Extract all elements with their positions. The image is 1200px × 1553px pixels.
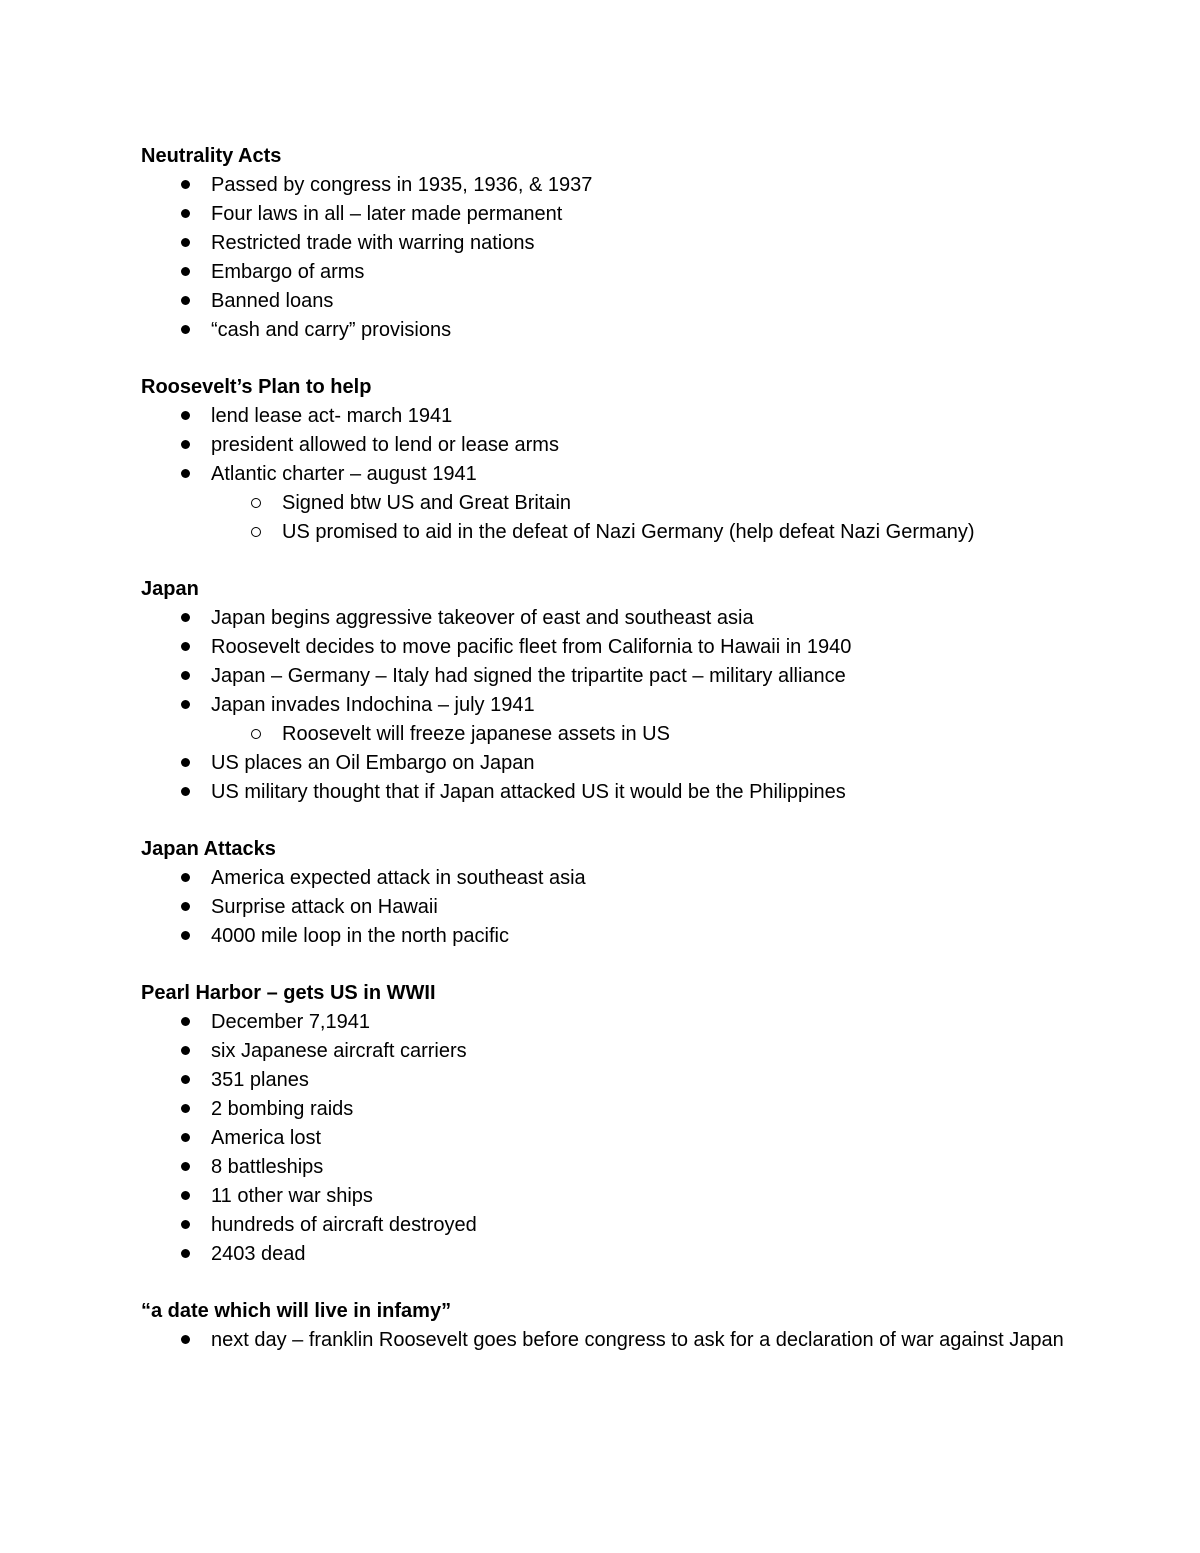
list-item: Atlantic charter – august 1941 (141, 460, 1081, 489)
bullet-icon (175, 171, 195, 200)
bullet-icon (175, 200, 195, 229)
list-item: Embargo of arms (141, 258, 1081, 287)
list-item: 4000 mile loop in the north pacific (141, 922, 1081, 951)
sub-list-item: US promised to aid in the defeat of Nazi Germany (help defeat Nazi Germany) (141, 518, 1081, 547)
list-item: 2403 dead (141, 1240, 1081, 1269)
list-item: president allowed to lend or lease arms (141, 431, 1081, 460)
bullet-icon (175, 258, 195, 287)
bullet-icon (175, 922, 195, 951)
list-item: Passed by congress in 1935, 1936, & 1937 (141, 171, 1081, 200)
list-item: Banned loans (141, 287, 1081, 316)
bullet-icon (175, 402, 195, 431)
list-item: “cash and carry” provisions (141, 316, 1081, 345)
document-page (141, 142, 1081, 1383)
bullet-icon (175, 1153, 195, 1182)
sub-list-item: Roosevelt will freeze japanese assets in US (141, 720, 1081, 749)
list-item: lend lease act- march 1941 (141, 402, 1081, 431)
bullet-icon (175, 316, 195, 345)
list-item: Japan – Germany – Italy had signed the tripartite pact – military alliance (141, 662, 1081, 691)
list-item: America lost (141, 1124, 1081, 1153)
list-item: Japan begins aggressive takeover of east and southeast asia (141, 604, 1081, 633)
sub-list-item: Signed btw US and Great Britain (141, 489, 1081, 518)
bullet-icon (175, 1211, 195, 1240)
section-roosevelts-plan (141, 373, 1081, 547)
list-item: 8 battleships (141, 1153, 1081, 1182)
bullet-icon (175, 1240, 195, 1269)
bullet-icon (175, 778, 195, 807)
list-item: hundreds of aircraft destroyed (141, 1211, 1081, 1240)
bullet-icon (175, 633, 195, 662)
bullet-icon (175, 1066, 195, 1095)
bullet-icon (175, 749, 195, 778)
section-heading: Pearl Harbor – gets US in WWII (141, 982, 436, 1004)
bullet-icon (175, 460, 195, 489)
bullet-icon (175, 1037, 195, 1066)
bullet-icon (175, 604, 195, 633)
bullet-icon (175, 1095, 195, 1124)
bullet-icon (175, 1182, 195, 1211)
bullet-icon (175, 1124, 195, 1153)
list-item: Surprise attack on Hawaii (141, 893, 1081, 922)
bullet-icon (175, 691, 195, 720)
bullet-icon (175, 893, 195, 922)
list-item: 351 planes (141, 1066, 1081, 1095)
bullet-icon (175, 229, 195, 258)
section-heading: Japan (141, 578, 199, 600)
list-item: Roosevelt decides to move pacific fleet from California to Hawaii in 1940 (141, 633, 1081, 662)
section-pearl-harbor (141, 979, 1081, 1269)
section-heading: Neutrality Acts (141, 145, 282, 167)
bullet-icon (175, 864, 195, 893)
circle-bullet-icon (246, 720, 266, 749)
bullet-icon (175, 1326, 195, 1355)
list-item: US places an Oil Embargo on Japan (141, 749, 1081, 778)
section-date-of-infamy (141, 1297, 1081, 1355)
list-item: Japan invades Indochina – july 1941 (141, 691, 1081, 720)
list-item: December 7,1941 (141, 1008, 1081, 1037)
list-item: six Japanese aircraft carriers (141, 1037, 1081, 1066)
section-heading: “a date which will live in infamy” (141, 1300, 452, 1322)
list-item: 2 bombing raids (141, 1095, 1081, 1124)
bullet-icon (175, 1008, 195, 1037)
list-item: Four laws in all – later made permanent (141, 200, 1081, 229)
bullet-icon (175, 431, 195, 460)
bullet-icon (175, 662, 195, 691)
list-item: US military thought that if Japan attacked US it would be the Philippines (141, 778, 1081, 807)
list-item: next day – franklin Roosevelt goes before congress to ask for a declaration of war against Japan (141, 1326, 1081, 1355)
list-item: America expected attack in southeast asia (141, 864, 1081, 893)
bullet-icon (175, 287, 195, 316)
section-heading: Roosevelt’s Plan to help (141, 376, 372, 398)
list-item: Restricted trade with warring nations (141, 229, 1081, 258)
section-neutrality-acts (141, 142, 1081, 345)
section-japan-attacks (141, 835, 1081, 951)
section-heading: Japan Attacks (141, 838, 276, 860)
circle-bullet-icon (246, 518, 266, 547)
circle-bullet-icon (246, 489, 266, 518)
list-item: 11 other war ships (141, 1182, 1081, 1211)
section-japan (141, 575, 1081, 807)
